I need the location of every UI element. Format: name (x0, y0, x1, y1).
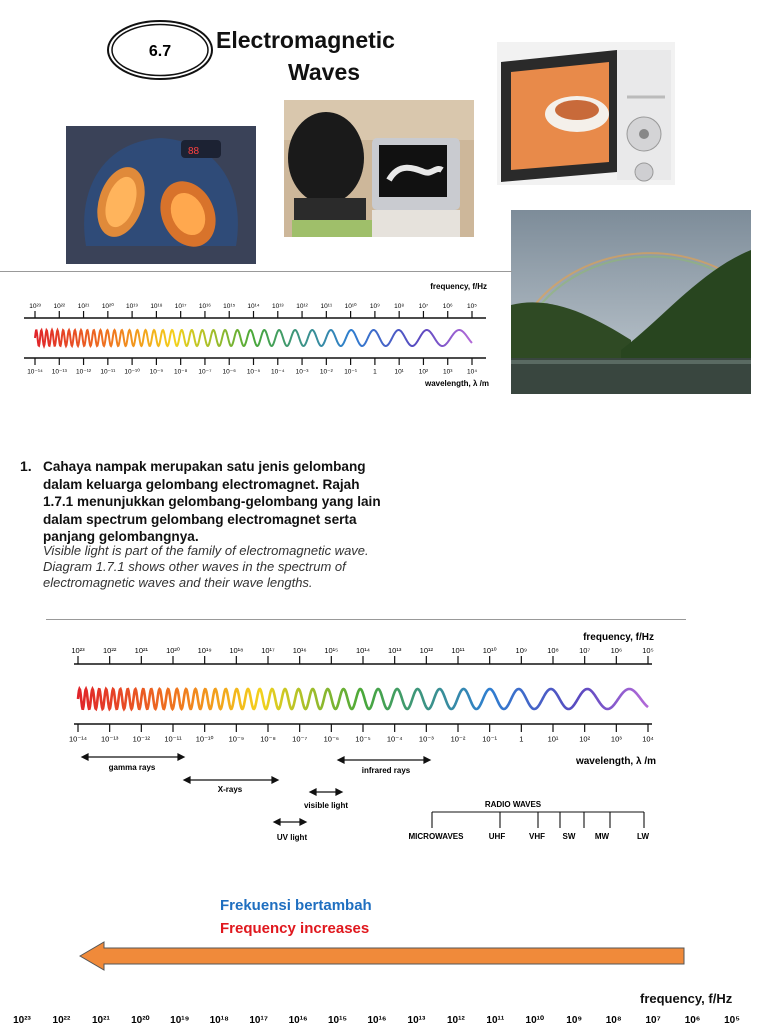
question-text-english: Visible light is part of the family of electromagnetic wave. Diagram 1.7.1 shows other waves in the spectrum of electromagnetic waves and their wave lengths. (43, 543, 369, 590)
frequency-tick-label: 10¹⁹ (126, 303, 139, 310)
frequency-tick-label: 10¹⁰ (482, 646, 497, 655)
wavelength-tick-label: 10⁴ (642, 734, 654, 744)
visible-light-label: visible light (303, 801, 349, 810)
bottom-frequency-tick-label: 10¹⁵ (327, 1015, 348, 1024)
wavelength-tick-label: 10⁻⁹ (149, 368, 164, 376)
frequency-tick-label: 10⁸ (547, 646, 559, 655)
question-number: 1. (20, 458, 32, 474)
frequency-tick-label: 10¹¹ (451, 646, 465, 655)
frequency-tick-label: 10¹⁸ (150, 303, 163, 310)
infrared-rays-label: infrared rays (361, 766, 411, 775)
spectrum-wave (35, 330, 472, 346)
wavelength-tick-label: 10⁻⁶ (222, 368, 236, 376)
question-text-malay: Cahaya nampak merupakan satu jenis gelombang dalam keluarga gelombang electromagnet. Rajah 1.7.1 menunjukkan gelombang-gelombang yang lain dalam spectrum gelombang electromagnet serta panjang gelombangnya. (43, 459, 381, 544)
wavelength-tick-label: 10⁻¹⁰ (124, 368, 140, 376)
bottom-spectrum-ticks (0, 1008, 768, 1024)
frequency-tick-label: 10¹⁷ (261, 646, 275, 655)
frequency-arrow (78, 940, 688, 972)
wavelength-label: wavelength, λ /m (575, 756, 656, 767)
bottom-frequency-tick-label: 10⁷ (645, 1015, 661, 1024)
bottom-frequency-tick-label: 10²³ (13, 1015, 31, 1024)
bottom-frequency-tick-label: 10⁵ (724, 1015, 740, 1024)
wavelength-tick-label: 10⁻¹ (482, 734, 498, 744)
wavelength-tick-label: 10⁻⁷ (292, 734, 308, 744)
television-photo (284, 100, 474, 237)
wavelength-tick-label: 10⁻⁵ (246, 368, 261, 376)
page-title-line1: Electromagnetic (216, 27, 395, 53)
wavelength-tick-label: 10⁻¹¹ (164, 734, 182, 744)
bottom-frequency-tick-label: 10¹² (446, 1015, 465, 1024)
frequency-tick-label: 10⁸ (394, 303, 405, 310)
wavelength-tick-label: 10² (418, 368, 429, 376)
wavelength-tick-label: 10³ (443, 368, 453, 376)
wavelength-tick-label: 1 (373, 368, 377, 376)
frequency-label: frequency, f/Hz (583, 632, 654, 643)
frequency-tick-label: 10¹⁵ (324, 646, 339, 655)
wavelength-tick-label: 10⁴ (466, 368, 478, 376)
wavelength-label: wavelength, λ /m (424, 379, 489, 388)
frequency-tick-label: 10²³ (71, 646, 85, 655)
wavelength-tick-label: 10⁻⁴ (386, 734, 403, 744)
wavelength-tick-label: 10⁻³ (418, 734, 434, 744)
mw-label: MW (594, 832, 610, 841)
wavelength-tick-label: 10⁻³ (295, 368, 309, 376)
wavelength-tick-label: 10⁻⁸ (173, 368, 188, 376)
uv-light-label: UV light (276, 833, 308, 842)
frequency-tick-label: 10¹⁹ (197, 646, 212, 655)
frequency-tick-label: 10⁵ (642, 646, 654, 655)
gamma-rays-label: gamma rays (108, 763, 156, 772)
frequency-tick-label: 10⁷ (418, 303, 429, 310)
frequency-tick-label: 10⁷ (579, 646, 591, 655)
sw-label: SW (562, 832, 576, 841)
wavelength-tick-label: 10⁻² (450, 734, 466, 744)
divider-line (0, 271, 512, 272)
bottom-frequency-tick-label: 10⁹ (566, 1015, 583, 1024)
wavelength-tick-label: 10⁻¹² (76, 368, 92, 376)
foot-massager-photo (66, 126, 256, 264)
bottom-frequency-tick-label: 10⁸ (605, 1015, 622, 1024)
section-number: 6.7 (148, 43, 172, 60)
wavelength-tick-label: 10⁻¹⁰ (195, 734, 214, 744)
frequency-tick-label: 10⁹ (515, 646, 528, 655)
frequency-tick-label: 10²² (102, 646, 117, 655)
frequency-tick-label: 10¹⁵ (223, 303, 236, 310)
wavelength-tick-label: 10⁻⁸ (260, 734, 276, 744)
bottom-frequency-tick-label: 10¹⁸ (209, 1015, 229, 1024)
frequency-tick-label: 10⁶ (442, 303, 453, 310)
frequency-tick-label: 10⁹ (369, 303, 380, 310)
frequency-tick-label: 10¹⁰ (344, 303, 357, 310)
frequency-tick-label: 10¹¹ (320, 303, 333, 310)
wavelength-tick-label: 10⁻¹¹ (100, 368, 116, 376)
wavelength-tick-label: 10³ (610, 734, 622, 744)
svg-text:88: 88 (188, 146, 200, 157)
rainbow-lake-photo (511, 210, 751, 394)
frequency-tick-label: 10¹² (296, 303, 308, 310)
bottom-frequency-tick-label: 10¹¹ (486, 1015, 505, 1024)
wavelength-tick-label: 10⁻¹ (344, 368, 358, 376)
wavelength-tick-label: 10² (579, 734, 591, 744)
wavelength-tick-label: 10⁻⁵ (355, 734, 371, 744)
x-rays-label: X-rays (217, 785, 243, 794)
bottom-frequency-tick-label: 10¹⁰ (525, 1015, 545, 1024)
frequency-tick-label: 10¹⁶ (198, 303, 211, 310)
wavelength-tick-label: 10⁻¹⁴ (68, 734, 88, 744)
wavelength-tick-label: 10⁻⁴ (271, 368, 285, 376)
page-title-line2: Waves (288, 59, 361, 85)
wavelength-tick-label: 10⁻⁶ (323, 734, 340, 744)
frequency-tick-label: 10¹⁸ (229, 646, 244, 655)
frequency-tick-label: 10²⁰ (166, 646, 180, 655)
frequency-tick-label: 10²¹ (77, 303, 90, 310)
frequency-tick-label: 10²¹ (134, 646, 149, 655)
bottom-frequency-tick-label: 10²¹ (91, 1015, 110, 1024)
wavelength-tick-label: 1 (519, 734, 524, 744)
microwaves-label: MICROWAVES (408, 832, 464, 841)
frequency-increases-malay: Frekuensi bertambah (220, 897, 372, 914)
microwave-oven-photo (497, 42, 675, 185)
frequency-tick-label: 10⁵ (467, 303, 477, 310)
frequency-tick-label: 10¹⁶ (292, 646, 307, 655)
frequency-label: frequency, f/Hz (430, 282, 487, 291)
bottom-frequency-tick-label: 10²² (52, 1015, 71, 1024)
frequency-tick-label: 10¹⁴ (247, 303, 260, 310)
frequency-tick-label: 10¹² (419, 646, 434, 655)
bottom-frequency-tick-label: 10²⁰ (131, 1015, 150, 1024)
frequency-tick-label: 10¹³ (271, 303, 284, 310)
spectrum-wave (78, 689, 648, 709)
bottom-frequency-tick-label: 10¹⁶ (367, 1015, 387, 1024)
bottom-frequency-tick-label: 10¹⁶ (288, 1015, 308, 1024)
wavelength-tick-label: 10⁻² (319, 368, 333, 376)
frequency-tick-label: 10¹³ (387, 646, 402, 655)
frequency-increases-english: Frequency increases (220, 920, 370, 937)
uhf-label: UHF (488, 832, 506, 841)
frequency-tick-label: 10²² (53, 303, 66, 310)
small-spectrum-diagram (0, 274, 512, 398)
frequency-tick-label: 10⁶ (610, 646, 623, 655)
wavelength-tick-label: 10¹ (547, 734, 559, 744)
bottom-frequency-tick-label: 10¹⁷ (249, 1015, 268, 1024)
frequency-tick-label: 10¹⁷ (174, 303, 187, 310)
vhf-label: VHF (529, 832, 545, 841)
wavelength-tick-label: 10⁻⁷ (198, 368, 212, 376)
frequency-tick-label: 10¹⁴ (355, 646, 371, 655)
wavelength-tick-label: 10⁻¹³ (51, 368, 67, 376)
wavelength-tick-label: 10¹ (394, 368, 404, 376)
bottom-frequency-label: frequency, f/Hz (640, 991, 733, 1006)
wavelength-tick-label: 10⁻¹⁴ (27, 368, 43, 376)
wavelength-tick-label: 10⁻¹² (132, 734, 150, 744)
section-badge (105, 18, 215, 82)
radio-waves-label: RADIO WAVES (484, 800, 542, 809)
bottom-frequency-tick-label: 10⁶ (684, 1015, 701, 1024)
bottom-frequency-tick-label: 10¹³ (407, 1015, 426, 1024)
lw-label: LW (637, 832, 649, 841)
wavelength-tick-label: 10⁻¹³ (101, 734, 119, 744)
frequency-tick-label: 10²⁰ (101, 303, 114, 310)
bottom-frequency-tick-label: 10¹⁹ (170, 1015, 190, 1024)
large-spectrum-diagram (46, 620, 686, 850)
frequency-tick-label: 10²³ (29, 303, 41, 310)
wavelength-tick-label: 10⁻⁹ (228, 734, 245, 744)
